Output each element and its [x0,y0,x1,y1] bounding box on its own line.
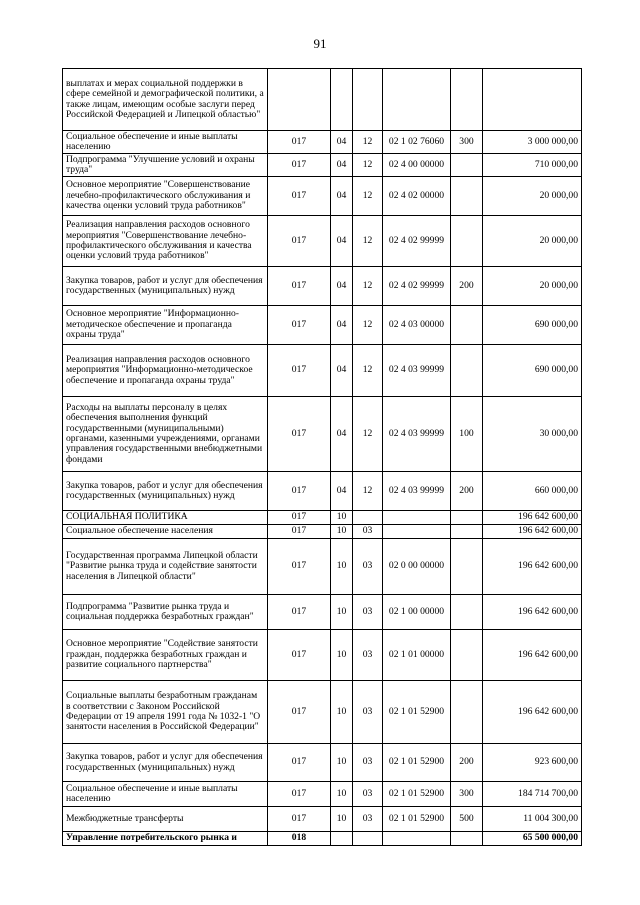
row-name: Закупка товаров, работ и услуг для обеспечения государственных (муниципальных) нужд [63,744,268,782]
row-name: выплатах и мерах социальной поддержки в сфере семейной и демографической политики, а также лицам, имеющим особые заслуги перед Российской Федерацией и Липецкой областью" [63,69,268,131]
row-amount: 3 000 000,00 [483,131,582,154]
row-target-code: 02 1 01 52900 [383,782,451,807]
row-section [331,69,353,131]
row-amount: 660 000,00 [483,472,582,511]
row-target-code: 02 0 00 00000 [383,539,451,595]
row-target-code: 02 4 02 99999 [383,216,451,267]
row-org: 017 [268,154,331,177]
row-expense-type: 500 [451,807,483,832]
budget-table [62,68,582,846]
page-number: 91 [313,36,327,51]
row-org: 017 [268,807,331,832]
row-amount: 196 642 600,00 [483,681,582,744]
row-section: 04 [331,345,353,397]
row-section: 10 [331,539,353,595]
row-target-code: 02 1 01 52900 [383,681,451,744]
row-section: 10 [331,525,353,539]
row-expense-type: 200 [451,267,483,306]
table-row [63,525,582,539]
row-expense-type [451,306,483,345]
row-section: 04 [331,154,353,177]
row-subsection: 03 [353,525,383,539]
row-name: Социальное обеспечение и иные выплаты населению [63,782,268,807]
row-section: 04 [331,216,353,267]
row-expense-type [451,525,483,539]
row-expense-type [451,630,483,681]
row-section: 04 [331,306,353,345]
row-amount: 65 500 000,00 [483,832,582,846]
row-org: 017 [268,511,331,525]
row-name: Закупка товаров, работ и услуг для обеспечения государственных (муниципальных) нужд [63,472,268,511]
row-subsection: 12 [353,306,383,345]
row-subsection: 03 [353,807,383,832]
row-target-code: 02 4 03 99999 [383,472,451,511]
row-expense-type: 200 [451,744,483,782]
row-amount: 11 004 300,00 [483,807,582,832]
row-org: 017 [268,472,331,511]
row-section: 10 [331,630,353,681]
table-row [63,472,582,511]
row-target-code: 02 1 00 00000 [383,595,451,630]
row-target-code [383,525,451,539]
row-name: Подпрограмма "Улучшение условий и охраны труда" [63,154,268,177]
table-row [63,131,582,154]
row-name: Межбюджетные трансферты [63,807,268,832]
row-amount: 196 642 600,00 [483,525,582,539]
table-row [63,216,582,267]
row-section: 10 [331,782,353,807]
row-subsection: 12 [353,267,383,306]
row-subsection: 12 [353,216,383,267]
table-row [63,306,582,345]
row-target-code [383,69,451,131]
row-amount: 30 000,00 [483,397,582,472]
row-name: Основное мероприятие "Совершенствование лечебно-профилактического обслуживания и качества оценки условий труда работников" [63,177,268,216]
row-amount: 923 600,00 [483,744,582,782]
row-org: 017 [268,595,331,630]
row-expense-type: 300 [451,131,483,154]
row-subsection: 03 [353,744,383,782]
row-subsection: 12 [353,397,383,472]
row-expense-type [451,345,483,397]
row-amount: 196 642 600,00 [483,595,582,630]
row-target-code: 02 1 01 52900 [383,744,451,782]
row-amount: 184 714 700,00 [483,782,582,807]
row-org: 017 [268,681,331,744]
row-target-code: 02 4 03 99999 [383,345,451,397]
row-org [268,69,331,131]
row-amount: 710 000,00 [483,154,582,177]
row-subsection [353,832,383,846]
row-subsection: 12 [353,154,383,177]
table-row [63,177,582,216]
row-expense-type [451,832,483,846]
table-row [63,782,582,807]
row-org: 017 [268,216,331,267]
row-amount: 20 000,00 [483,177,582,216]
table-row [63,397,582,472]
table-row [63,832,582,846]
row-amount: 690 000,00 [483,306,582,345]
row-name: Социальное обеспечение населения [63,525,268,539]
row-expense-type: 200 [451,472,483,511]
row-amount [483,69,582,131]
row-subsection: 03 [353,782,383,807]
row-name: Управление потребительского рынка и [63,832,268,846]
row-subsection: 12 [353,472,383,511]
table-row [63,807,582,832]
table-row [63,744,582,782]
row-name: Государственная программа Липецкой области "Развитие рынка труда и содействие занятости населения в Липецкой области" [63,539,268,595]
row-name: Основное мероприятие "Информационно-методическое обеспечение и пропаганда охраны труда" [63,306,268,345]
row-org: 017 [268,306,331,345]
row-section: 10 [331,511,353,525]
table-row [63,345,582,397]
table-row [63,69,582,131]
row-org: 017 [268,525,331,539]
table-row [63,154,582,177]
row-section: 10 [331,681,353,744]
row-org: 017 [268,539,331,595]
row-subsection: 12 [353,131,383,154]
row-name: Реализация направления расходов основного мероприятия "Совершенствование лечебно-профилактического обслуживания и качества оценки условий труда работников" [63,216,268,267]
table-row [63,681,582,744]
table-row [63,511,582,525]
row-org: 017 [268,782,331,807]
row-section: 04 [331,397,353,472]
row-subsection: 03 [353,630,383,681]
row-target-code: 02 4 02 00000 [383,177,451,216]
row-subsection [353,69,383,131]
row-section: 04 [331,177,353,216]
row-target-code: 02 4 00 00000 [383,154,451,177]
row-expense-type [451,69,483,131]
row-section [331,832,353,846]
row-name: СОЦИАЛЬНАЯ ПОЛИТИКА [63,511,268,525]
row-subsection: 03 [353,681,383,744]
row-org: 017 [268,267,331,306]
row-org: 017 [268,397,331,472]
row-section: 04 [331,267,353,306]
row-section: 10 [331,744,353,782]
row-subsection: 03 [353,539,383,595]
row-name: Закупка товаров, работ и услуг для обеспечения государственных (муниципальных) нужд [63,267,268,306]
table-row [63,539,582,595]
row-subsection: 12 [353,177,383,216]
row-expense-type [451,511,483,525]
row-amount: 690 000,00 [483,345,582,397]
row-target-code [383,511,451,525]
row-subsection: 03 [353,595,383,630]
row-target-code: 02 1 02 76060 [383,131,451,154]
row-amount: 20 000,00 [483,216,582,267]
row-section: 04 [331,472,353,511]
row-expense-type: 300 [451,782,483,807]
row-expense-type [451,595,483,630]
row-org: 017 [268,744,331,782]
row-expense-type [451,539,483,595]
row-org: 017 [268,630,331,681]
row-expense-type: 100 [451,397,483,472]
row-target-code: 02 1 01 52900 [383,807,451,832]
row-expense-type [451,154,483,177]
row-amount: 196 642 600,00 [483,511,582,525]
row-org: 017 [268,177,331,216]
row-amount: 196 642 600,00 [483,630,582,681]
row-target-code: 02 4 02 99999 [383,267,451,306]
row-name: Реализация направления расходов основного мероприятия "Информационно-методическое обеспечение и пропаганда охраны труда" [63,345,268,397]
row-amount: 20 000,00 [483,267,582,306]
row-name: Подпрограмма "Развитие рынка труда и социальная поддержка безработных граждан" [63,595,268,630]
row-section: 10 [331,807,353,832]
row-subsection: 12 [353,345,383,397]
row-org: 018 [268,832,331,846]
row-target-code [383,832,451,846]
row-expense-type [451,216,483,267]
table-row [63,267,582,306]
row-name: Социальные выплаты безработным гражданам в соответствии с Законом Российской Федерации от 19 апреля 1991 года № 1032-1 "О занятости населения в Российской Федерации" [63,681,268,744]
row-subsection [353,511,383,525]
table-row [63,595,582,630]
row-target-code: 02 4 03 99999 [383,397,451,472]
row-section: 10 [331,595,353,630]
row-name: Расходы на выплаты персоналу в целях обеспечения выполнения функций государственными (муниципальными) органами, казенными учреждениями, органами управления государственными внебюджетными фондами [63,397,268,472]
row-org: 017 [268,345,331,397]
row-expense-type [451,681,483,744]
row-expense-type [451,177,483,216]
table-row [63,630,582,681]
row-name: Социальное обеспечение и иные выплаты населению [63,131,268,154]
row-amount: 196 642 600,00 [483,539,582,595]
row-target-code: 02 1 01 00000 [383,630,451,681]
row-target-code: 02 4 03 00000 [383,306,451,345]
row-name: Основное мероприятие "Содействие занятости граждан, поддержка безработных граждан и развитие социального партнерства" [63,630,268,681]
row-org: 017 [268,131,331,154]
row-section: 04 [331,131,353,154]
